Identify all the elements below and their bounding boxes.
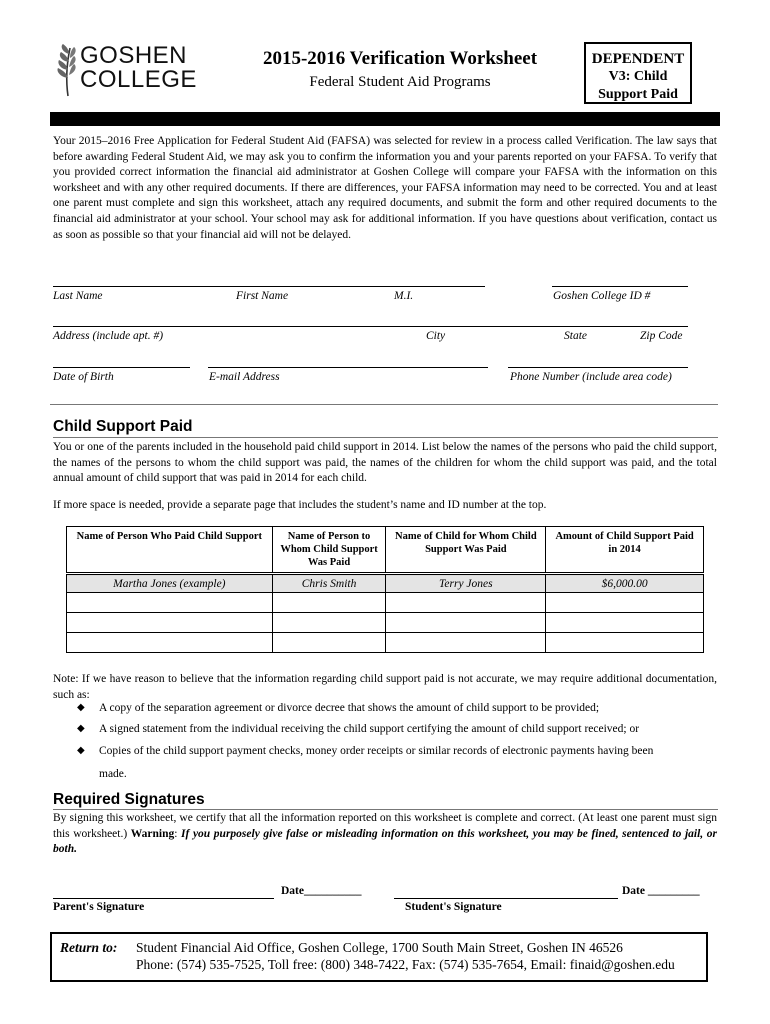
cell-payer[interactable] [67,593,273,613]
table-row [67,593,704,613]
return-contact-line: Phone: (574) 535-7525, Toll free: (800) 348-7422, Fax: (574) 535-7654, Email: finaid@goshen.edu [136,957,675,972]
return-to-label: Return to: [60,940,118,955]
bullet-icon: ◆ [77,702,85,713]
bullet-icon: ◆ [77,745,85,756]
email-label: E-mail Address [209,371,280,383]
note-paragraph: Note: If we have reason to believe that the information regarding child support paid is not accurate, we may require additional documentation, such as: [53,673,717,701]
warning-label: Warning [130,827,175,840]
phone-label: Phone Number (include area code) [510,371,672,383]
goshen-college-logo [50,42,210,98]
phone-field-line[interactable] [508,367,688,368]
cell-child[interactable] [386,593,546,613]
college-id-label: Goshen College ID # [553,290,651,302]
section-divider [50,404,718,405]
header-payer: Name of Person Who Paid Child Support [67,527,273,574]
example-payer: Martha Jones (example) [67,574,273,593]
warning-text: If you purposely give false or misleading information on this worksheet, you may be fined, sentenced to jail, or both. [53,827,717,856]
dependent-badge [584,42,692,104]
required-signatures-heading: Required Signatures [53,791,205,808]
header-child: Name of Child for Whom Child Support Was Paid [386,527,546,574]
dob-label: Date of Birth [53,371,114,383]
wheat-icon [50,42,80,98]
return-address-line: Student Financial Aid Office, Goshen College, 1700 South Main Street, Goshen IN 46526 [136,940,623,955]
address-label: Address (include apt. #) [53,330,164,342]
cell-child[interactable] [386,613,546,633]
certification-paragraph: By signing this worksheet, we certify that all the information reported on this worksheet is complete and correct. (At least one parent must sign this worksheet.) Warning: If you purposely give false or misleading information on this worksheet, you may be fined, sentenced to jail, or both. [53,812,717,856]
signatures-heading-rule [53,809,718,810]
header-divider-bar [50,112,720,126]
last-name-label: Last Name [53,290,103,302]
table-row [67,633,704,653]
cell-amount[interactable] [546,613,704,633]
return-to-address [136,939,675,973]
badge-line-2: V3: Child [608,69,668,84]
cell-payee[interactable] [272,633,386,653]
cell-amount[interactable] [546,633,704,653]
name-field-line[interactable] [53,286,485,287]
more-space-note: If more space is needed, provide a separate page that includes the student’s name and ID number at the top. [53,499,547,511]
table-header-row [67,527,704,574]
state-label: State [564,330,587,342]
parent-date-field[interactable]: Date__________ [281,885,362,897]
return-to-box [50,932,708,982]
cell-payee[interactable] [272,613,386,633]
header-payee: Name of Person to Whom Child Support Was Paid [272,527,386,574]
bullet-icon: ◆ [77,723,85,734]
first-name-label: First Name [236,290,289,302]
city-label: City [426,330,446,342]
worksheet-title: 2015-2016 Verification Worksheet [262,48,538,69]
student-signature-label: Student's Signature [405,901,502,913]
cell-amount[interactable] [546,593,704,613]
cell-payee[interactable] [272,593,386,613]
example-payee: Chris Smith [272,574,386,593]
table-row [67,613,704,633]
child-support-paragraph: You or one of the parents included in the household paid child support in 2014. List below the names of the persons who paid the child support, the names of the persons to whom the child support was paid, the names of the children for whom the child support was paid, and the total annual amount of child support that was paid in 2014 for each child. [53,441,717,485]
cell-child[interactable] [386,633,546,653]
child-support-heading-rule [53,437,718,438]
cell-payer[interactable] [67,633,273,653]
mi-label: M.I. [394,290,414,302]
zip-label: Zip Code [640,330,683,342]
college-id-field-line[interactable] [552,286,688,287]
logo-line-college: COLLEGE [80,66,197,93]
table-row-example [67,574,704,593]
example-child: Terry Jones [386,574,546,593]
student-signature-line[interactable] [394,898,618,899]
cell-payer[interactable] [67,613,273,633]
header-amount: Amount of Child Support Paid in 2014 [546,527,704,574]
parent-signature-label: Parent's Signature [53,901,145,913]
child-support-heading: Child Support Paid [53,418,193,435]
parent-signature-line[interactable] [53,898,274,899]
logo-line-goshen: GOSHEN [80,42,188,69]
intro-paragraph: Your 2015–2016 Free Application for Federal Student Aid (FAFSA) was selected for review in a process called Verification. The law says that before awarding Federal Student Aid, we may ask you to confirm the information you and your parents reported on your FAFSA. To verify that you provided correct information the financial aid administrator at Goshen College will compare your FAFSA with the information on this worksheet and with any other required documents. If there are differences, your FAFSA information may need to be corrected. You and at least one parent must complete and sign this worksheet, attach any required documents, and submit the form and other required documents to the financial aid administrator at your school. Your school may ask for additional information. If you have questions about verification, contact us as soon as possible so that your financial aid will not be delayed. [53,135,717,241]
student-date-field[interactable]: Date _________ [622,885,700,897]
badge-line-1: DEPENDENT [591,51,685,67]
example-amount: $6,000.00 [546,574,704,593]
dob-field-line[interactable] [53,367,190,368]
email-field-line[interactable] [208,367,488,368]
child-support-table [66,526,704,653]
worksheet-subtitle: Federal Student Aid Programs [309,74,491,90]
address-field-line[interactable] [53,326,688,327]
badge-line-3: Support Paid [598,87,678,102]
